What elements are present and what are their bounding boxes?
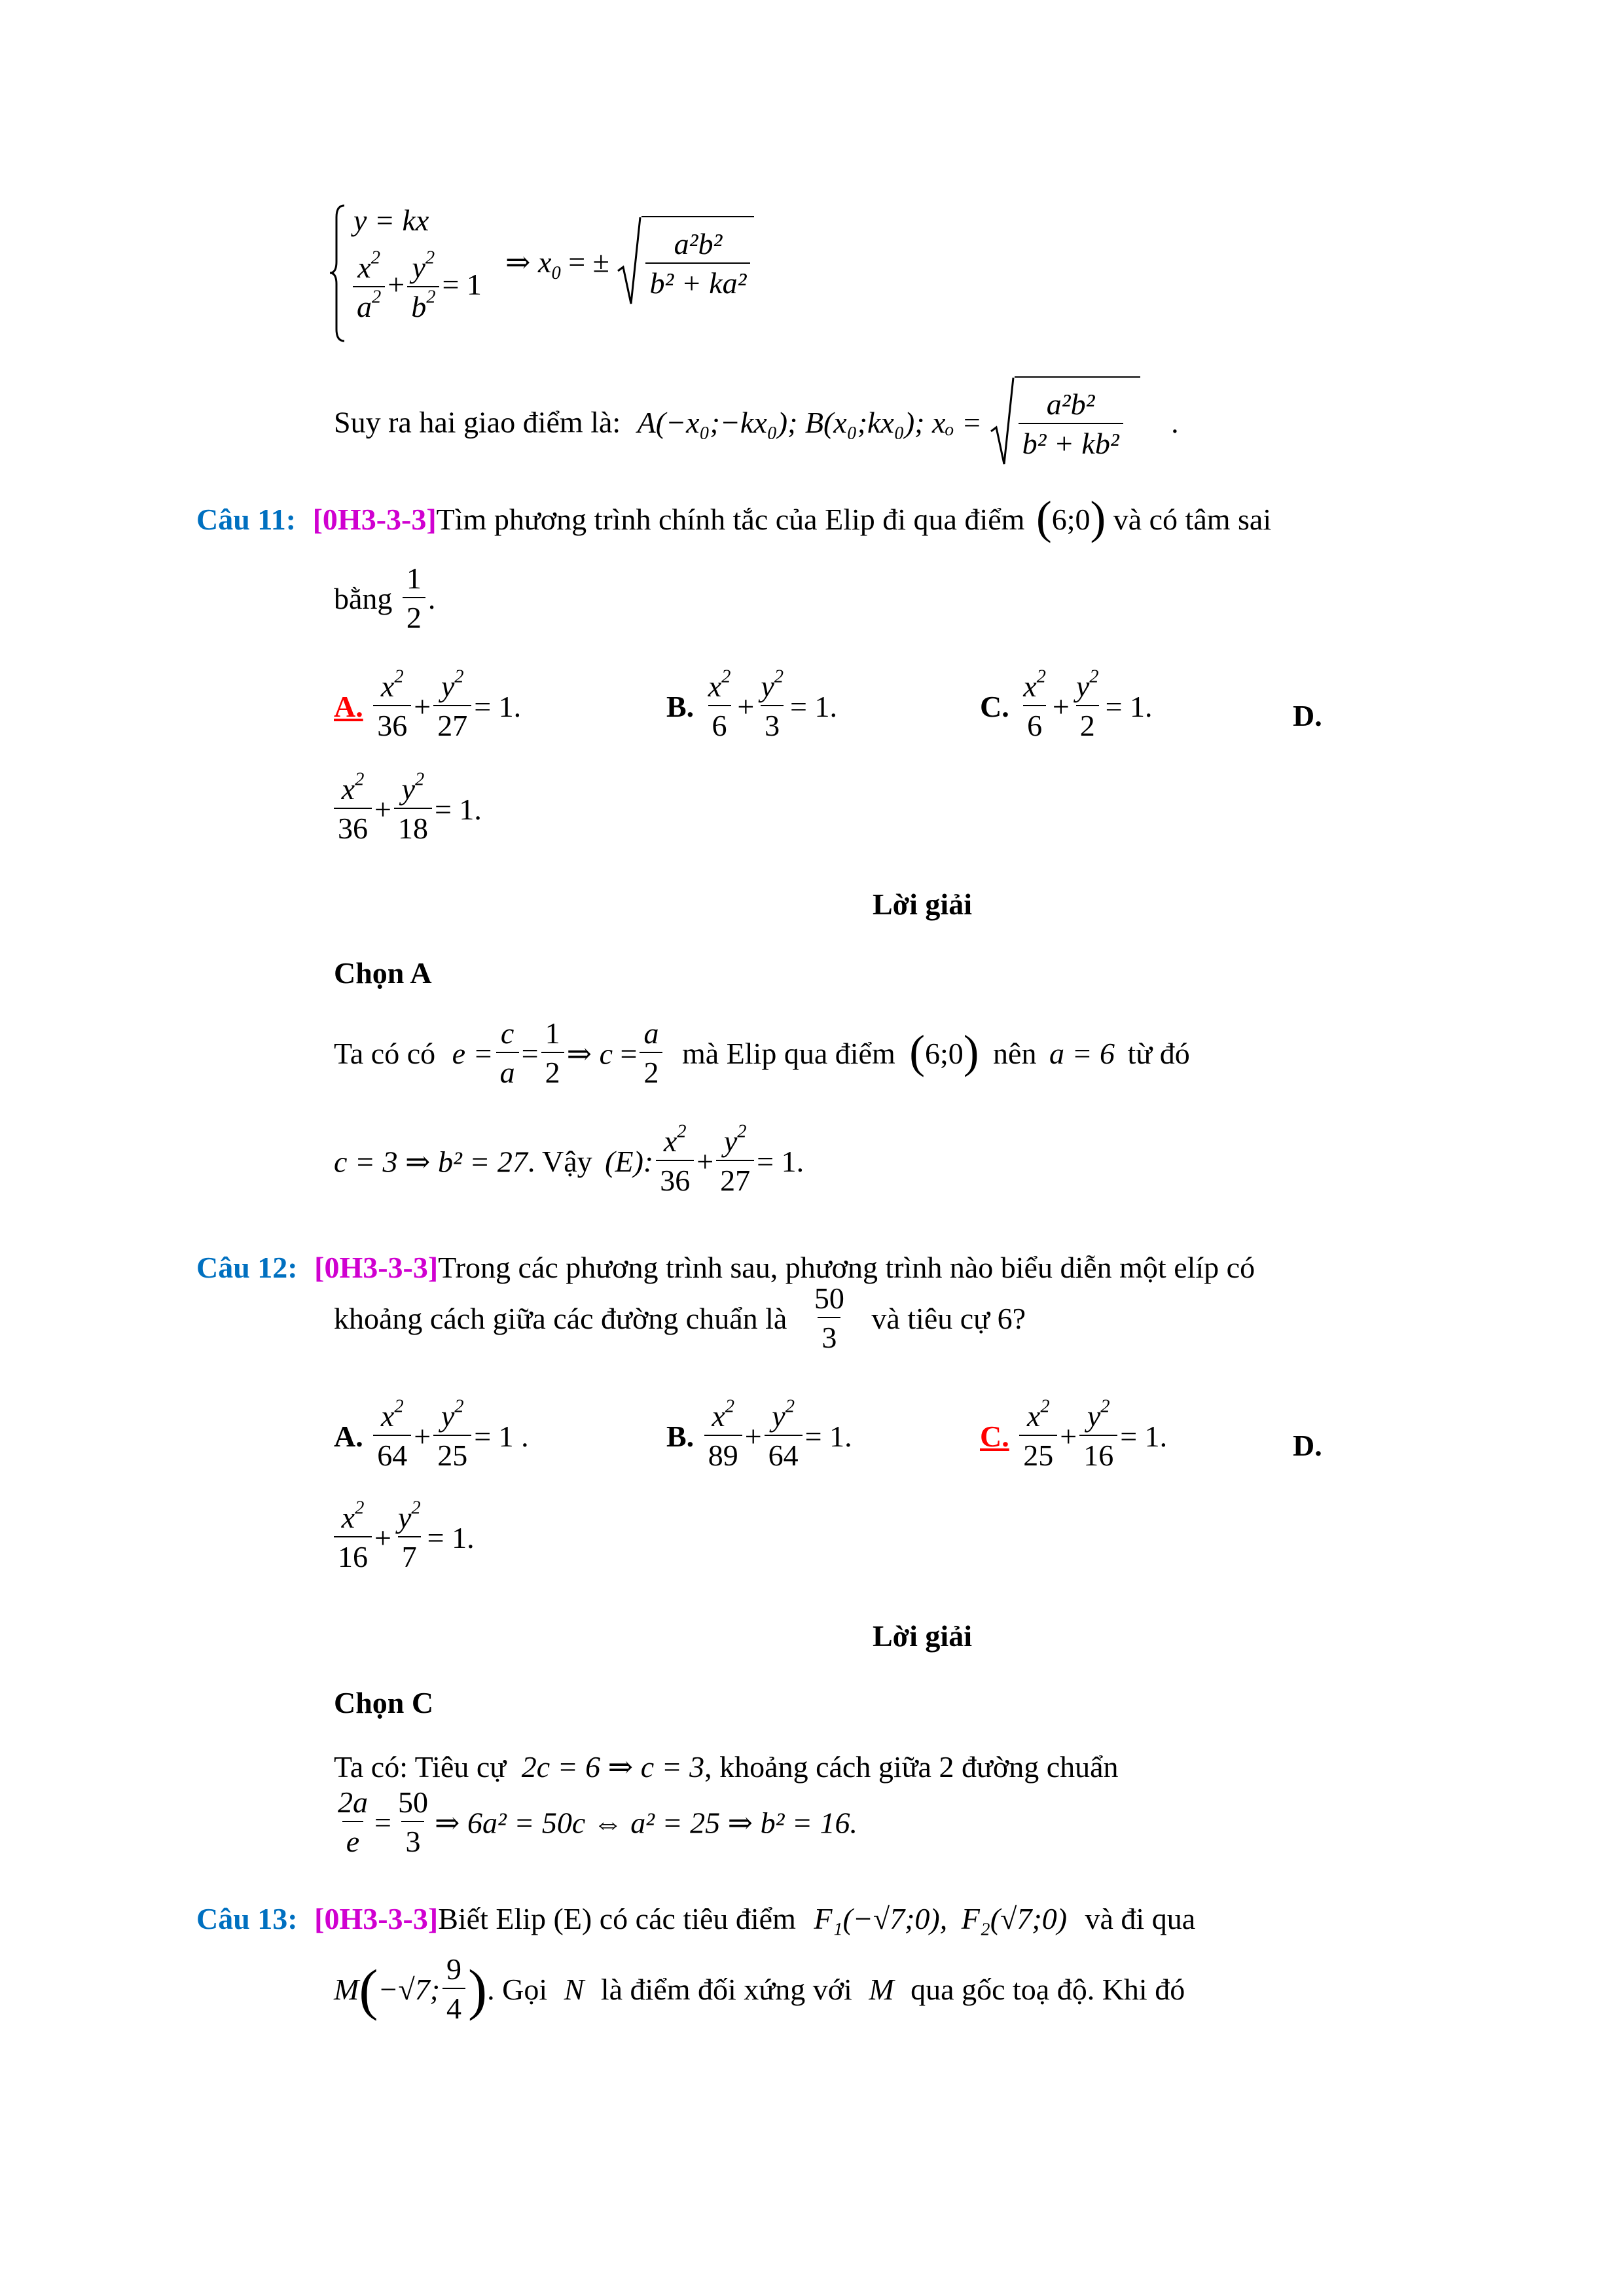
system-line-1: y = kx: [353, 204, 429, 237]
q11-option-d-letter[interactable]: D.: [1293, 699, 1322, 732]
q11-solution-line-1: Ta có có e = $\frac{c}{a}$ = $\frac{1}{2}$ ⇒ c = $\frac{a}{2}$ mà Elip qua điểm (6;0) nên a = 6 từ đó: [334, 1016, 1190, 1090]
q12-solution-line-2: $\frac{2a}{e}$ = $\frac{50}{3}$ ⇒ 6a² = 50c ⇔ a² = 25 ⇒ b² = 16.: [338, 1785, 857, 1859]
q11-label: Câu 11:: [196, 503, 297, 536]
q12-solution-line-1: Ta có: Tiêu cự 2c = 6 ⇒ c = 3, khoảng cách giữa 2 đường chuẩn: [334, 1750, 1119, 1784]
q12-code: [0H3-3-3]: [314, 1251, 439, 1284]
q13-code: [0H3-3-3]: [314, 1901, 439, 1935]
q11-option-a[interactable]: A. $\frac{x^2}{36}$ + $\frac{y^2}{27}$ = 1.: [334, 666, 522, 743]
q11-option-b[interactable]: B. $\frac{x^2}{6}$ + $\frac{y^2}{3}$ = 1.: [666, 666, 837, 743]
q11-solution-line-2: c = 3 ⇒ b² = 27. Vậy (E): $\frac{x^2}{36}$ + $\frac{y^2}{27}$ = 1.: [334, 1121, 804, 1198]
q11-stem: Câu 11: [0H3-3-3]Tìm phương trình chính tắc của Elip đi qua điểm (6;0) và có tâm sai: [196, 492, 1272, 544]
q11-option-d[interactable]: $\frac{x^2}{36}$ + $\frac{y^2}{18}$ = 1.: [334, 774, 482, 845]
q12-option-c[interactable]: C. $\frac{x^2}{25}$ + $\frac{y^2}{16}$ = 1.: [980, 1396, 1168, 1473]
sqrt-icon: [617, 216, 641, 308]
q12-label: Câu 12:: [196, 1251, 298, 1284]
q12-option-a[interactable]: A. $\frac{x^2}{64}$ + $\frac{y^2}{25}$ = 1 .: [334, 1396, 529, 1473]
system-line-2: $\frac{x^2}{a^2}$ + $\frac{y^2}{b^2}$ = 1: [350, 252, 482, 323]
intersection-line: Suy ra hai giao điểm là: A(−x₀;−kx₀); B(x₀;kx₀); xₒ = $\frac{\text{a²b²}}{\text{b² + kb²}}$ .: [334, 376, 1179, 468]
q11-code: [0H3-3-3]: [312, 503, 437, 536]
q11-choice: Chọn A: [334, 956, 432, 990]
sqrt-icon: [990, 376, 1015, 468]
q13-stem: Câu 13: [0H3-3-3]Biết Elip (E) có các tiêu điểm F₁(−√7;0), F₂(√7;0) và đi qua: [196, 1901, 1196, 1935]
q12-solution-title: Lời giải: [873, 1619, 972, 1653]
q12-choice: Chọn C: [334, 1686, 434, 1719]
q12-option-d[interactable]: $\frac{x^2}{16}$ + $\frac{y^2}{7}$ = 1.: [334, 1502, 475, 1573]
q12-stem-2: khoảng cách giữa các đường chuẩn là $\frac{50}{3}$ và tiêu cự 6?: [334, 1282, 1026, 1355]
q11-option-c[interactable]: C. $\frac{x^2}{6}$ + $\frac{y^2}{2}$ = 1.: [980, 666, 1153, 743]
q11-solution-title: Lời giải: [873, 888, 972, 921]
system-result: ⇒ $x_0$ = ± $\frac{\text{a²b²}}{\text{b² + ka²}}$: [505, 216, 754, 308]
q12-stem: Câu 12: [0H3-3-3]Trong các phương trình sau, phương trình nào biểu diễn một elíp có: [196, 1251, 1255, 1284]
q13-label: Câu 13:: [196, 1901, 298, 1935]
system-brace: [327, 203, 347, 344]
q12-option-d-letter[interactable]: D.: [1293, 1429, 1322, 1462]
q13-stem-2: M(−√7; $\frac{9}{4}$ ). Gọi N là điểm đối xứng với M qua gốc toạ độ. Khi đó: [334, 1952, 1185, 2026]
q11-stem-2: bằng $\frac{1}{2}$ .: [334, 562, 436, 635]
q12-option-b[interactable]: B. $\frac{x^2}{89}$ + $\frac{y^2}{64}$ = 1.: [666, 1396, 852, 1473]
